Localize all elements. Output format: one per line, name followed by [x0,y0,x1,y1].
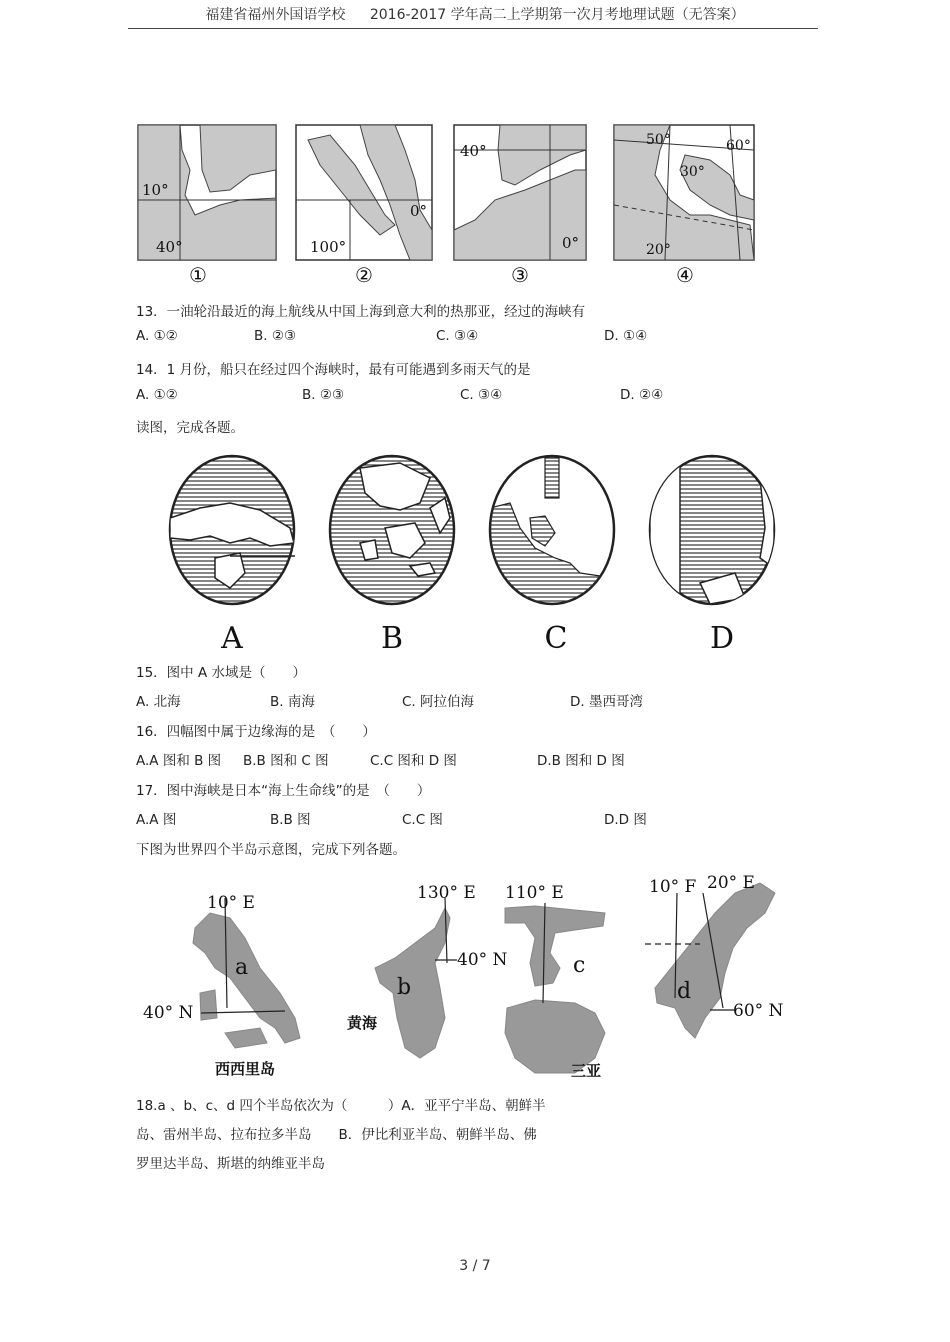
map1-number: ① [189,263,207,287]
q18-line-3: 罗里达半岛、斯堪的纳维亚半岛 [136,1156,325,1172]
q16-stem: 16．四幅图中属于边缘海的是 （ ） [136,724,376,740]
q13-option-d: D. ①④ [604,328,648,344]
q15-option-d: D. 墨西哥湾 [570,694,643,710]
scandinavia-lon1-label: 10° F [649,877,697,897]
q14-stem: 14．1 月份，船只在经过四个海峡时，最有可能遇到多雨天气的是 [136,362,531,378]
globe-letter-b: B [380,621,404,656]
sea-globes-figure [160,448,780,658]
peninsula-italy [143,893,300,1078]
header-rule [128,28,818,29]
peninsula-scandinavia [645,873,784,1038]
q14-option-c: C. ③④ [460,387,503,403]
q17-option-d: D.D 图 [604,812,647,828]
italy-letter: a [235,955,249,980]
strait-maps-figure [130,120,770,290]
q13-option-a: A. ①② [136,328,178,344]
korea-lon-label: 130° E [417,883,476,903]
q16-option-b: B.B 图和 C 图 [243,753,329,769]
globe-a [170,456,295,604]
intro-2: 下图为世界四个半岛示意图，完成下列各题。 [136,842,406,858]
peninsula-leizhou [505,883,605,1080]
globe-b [330,456,454,604]
q15-option-c: C. 阿拉伯海 [402,694,475,710]
q13-option-b: B. ②③ [254,328,297,344]
korea-letter: b [397,975,412,1000]
strait-map-3 [454,125,586,287]
peninsula-korea [347,883,508,1058]
peninsulas-figure [135,868,795,1083]
q18-line-1: 18.a 、b、c、d 四个半岛依次为（ ）A．亚平宁半岛、朝鲜半 [136,1098,546,1114]
italy-lon-label: 10° E [207,893,255,913]
map2-lon-label: 100° [310,238,347,256]
map4-label-c: 30° [680,164,705,180]
q13-stem: 13．一油轮沿最近的海上航线从中国上海到意大利的热那亚，经过的海峡有 [136,304,586,320]
map4-number: ④ [676,263,694,287]
q14-option-b: B. ②③ [302,387,345,403]
globe-letter-c: C [544,621,568,656]
map3-lon-label: 0° [562,234,580,252]
q16-option-c: C.C 图和 D 图 [370,753,457,769]
page-header [0,4,950,24]
q17-option-c: C.C 图 [402,812,443,828]
q15-stem: 15．图中 A 水域是（ ） [136,665,306,681]
q14-option-d: D. ②④ [620,387,664,403]
q17-stem: 17．图中海峡是日本“海上生命线”的是 （ ） [136,783,431,799]
strait-map-2 [296,125,432,287]
scandinavia-letter: d [677,979,692,1004]
map3-lat-label: 40° [460,142,487,160]
q15-option-b: B. 南海 [270,694,315,710]
map2-lat-label: 0° [410,202,428,220]
q16-option-d: D.B 图和 D 图 [537,753,625,769]
globe-c [490,456,614,604]
intro-1: 读图，完成各题。 [136,420,244,436]
q16-option-a: A.A 图和 B 图 [136,753,222,769]
map1-lon-label: 40° [156,238,183,256]
q15-option-a: A. 北海 [136,694,181,710]
strait-map-4 [614,125,754,287]
korea-lat-label: 40° N [457,950,508,970]
map2-number: ② [355,263,373,287]
q17-option-b: B.B 图 [270,812,311,828]
header-title: 2016-2017 学年高二上学期第一次月考地理试题（无答案） [369,7,745,23]
leizhou-place: 三亚 [571,1062,602,1080]
italy-place: 西西里岛 [215,1060,276,1078]
strait-map-1 [138,125,276,287]
globe-d [650,456,774,604]
globe-letter-d: D [709,621,735,656]
italy-lat-label: 40° N [143,1003,194,1023]
leizhou-letter: c [573,953,586,978]
header-school: 福建省福州外国语学校 [205,7,346,23]
scandinavia-lat-label: 60° N [733,1001,784,1021]
q14-option-a: A. ①② [136,387,178,403]
q17-option-a: A.A 图 [136,812,177,828]
page-number: 3 / 7 [459,1258,491,1274]
map4-label-a: 50° [646,132,671,148]
map3-number: ③ [511,263,529,287]
scandinavia-lon2-label: 20° E [707,873,755,893]
q18-line-2: 岛、雷州半岛、拉布拉多半岛 B．伊比利亚半岛、朝鲜半岛、佛 [136,1127,537,1143]
map1-lat-label: 10° [142,181,169,199]
map4-label-d: 20° [646,242,671,258]
korea-place: 黄海 [347,1014,378,1032]
globe-letter-a: A [221,621,243,656]
leizhou-lon-label: 110° E [505,883,564,903]
q13-option-c: C. ③④ [436,328,479,344]
map4-label-b: 60° [726,138,751,154]
